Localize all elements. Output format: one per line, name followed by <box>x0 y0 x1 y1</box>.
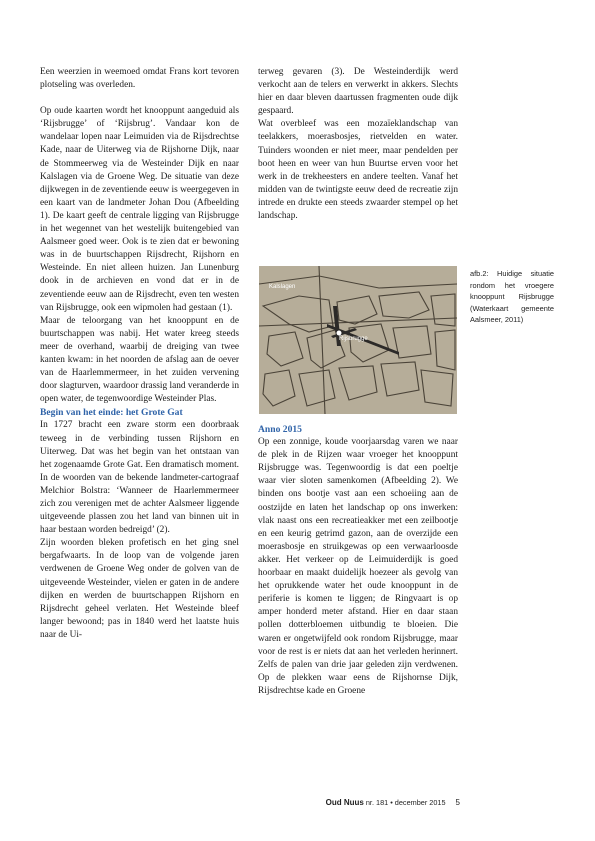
issue-info: nr. 181 • december 2015 <box>365 798 446 807</box>
section-heading: Anno 2015 <box>258 424 302 435</box>
water-map-drawing <box>259 266 457 414</box>
paragraph: In 1727 bracht een zware storm een doorbraak teweeg in de verbinding tussen Rijshorn en Uiterweg. Dat was het begin van het ontstaan van het zogenaamde Grote Gat. Een dramatisch moment. In de woorden van de bekende landmeter-cartograaf Melchior Bolstra: ‘Wanneer de Haarlemmermeer zich zou verenigen met de achter Aalsmeer liggende uitgeveende plassen zou het land van binnen uit in haar bestaan worden bedreigd’ (2). <box>40 420 239 536</box>
paragraph: Wat overbleef was een mozaïeklandschap van teelakkers, moerasbosjes, rietvelden en water. Tuinders woonden er niet meer, maar pendelden per boot heen en weer van hun Buurtse erven voor het werk in de trekheesters en andere teelten. Vanaf het midden van de twintigste eeuw deed de recreatie zijn intrede en drukte een steeds zwaarder stempel op het landschap. <box>258 119 458 222</box>
right-column-top <box>258 66 458 223</box>
right-column-bottom <box>258 423 458 698</box>
paragraph: terweg gevaren (3). De Westeinderdijk werd verkocht aan de telers en verwerkt in akkers. Slechts hier en daar bleven daartussen fragmenten oude dijk gespaard. <box>258 67 458 117</box>
section-heading: Begin van het einde: het Grote Gat <box>40 407 183 419</box>
magazine-name: Oud Nuus <box>325 798 364 807</box>
figure-caption: afb.2: Huidige situatie rondom het vroegere knooppunt Rijsbrugge (Waterkaart gemeente Aalsmeer, 2011) <box>470 269 554 324</box>
location-marker <box>337 331 342 336</box>
left-column <box>40 66 239 642</box>
paragraph: Zijn woorden bleken profetisch en het ging snel bergafwaarts. In de loop van de volgende jaren verdwenen de Groene Weg onder de golven van de uitgeveende Westeinder, vielen er gaten in de andere dijken en werden de buurtschappen Rijshorn en Rijsdrecht geheel verlaten. Het Westeinde bleef langer bewoond; pas in 1840 werd het laatste huis naar de Ui- <box>40 538 239 640</box>
page-footer <box>310 798 460 807</box>
paragraph: Maar de teloorgang van het knooppunt en de buurtschappen was nabij. Het water kreeg steeds meer de overhand, waarbij de dreiging van twee kanten kwam: in het noorden de afslag aan de oever van de Haarlemmermeer, in het zuiden vervening door slagturven, waardoor drassig land veranderde in open water, de tegenwoordige Westeinder Plas. <box>40 315 240 405</box>
paragraph: Een weerzien in weemoed omdat Frans kort tevoren plotseling was overleden. <box>40 67 239 91</box>
page-number: 5 <box>455 798 460 807</box>
map-label: Rijsbrugge <box>339 336 368 342</box>
paragraph: Op een zonnige, koude voorjaarsdag varen we naar de plek in de Rijzen waar vroeger het knooppunt Rijsbrugge was. Tegenwoordig is dat een poeltje waar vier sloten samenkomen (Afbeelding 2). We binden ons bootje vast aan een schoeiing aan de oostzijde en laten het landschap op ons inwerken: vlak naast ons een recreatieakker met een zeilbootje en een keurig getrimd gazon, aan de overzijde een moerasbosje en struikgewas op een verwaarloosde akker. Het verkeer op de Leimuiderdijk is goed hoorbaar en maakt duidelijk hoezeer als gevolg van het oprukkende water het oude knooppunt in de periferie is komen te liggen; de Ringvaart is op amper honderd meter afstand. Hier en daar staan pollen dotterbloemen uitbundig te bloeien. Die waren er ongetwijfeld ook rondom Rijsbrugge, maar voor de rest is er niets dat aan het verleden herinnert. Zelfs de palen van drie jaar geleden zijn verdwenen. Op de plekken waar eens de Rijshornse Dijk, Rijsdrechtse kade en Groene <box>258 437 458 696</box>
map-image <box>259 266 457 414</box>
map-label: Kalslagen <box>269 284 296 290</box>
paragraph: Op oude kaarten wordt het knooppunt aangeduid als ‘Rijsbrugge’ of ‘Rijsbrug’. Vandaar kon de wandelaar lopen naar Leimuiden via de Rijsdrechtse Kade, naar de Uiterweg via de Rijshorne Dijk, naar de Stommeerweg via de Westeinder Dijk en naar Kalslagen via de Groene Weg. De situatie van deze dijkwegen in de zeventiende eeuw is weergegeven in een kaart van de landmeter Johan Dou (Afbeelding 1). De kaart geeft de centrale ligging van Rijsbrugge in het wegennet van het westelijk buitengebied van Aalsmeer goed weer. Ook is te zien dat er bewoning was in de buurtschappen Rijsdrecht, Rijshorn en Westeinde. En niet alleen huizen. Jan Lunenburg dook in de archieven en vond dat er in de zeventiende eeuw aan de Rijsdrecht, even ten westen van Rijsbrugge, ook een wipmolen had gestaan (1). <box>40 106 239 313</box>
